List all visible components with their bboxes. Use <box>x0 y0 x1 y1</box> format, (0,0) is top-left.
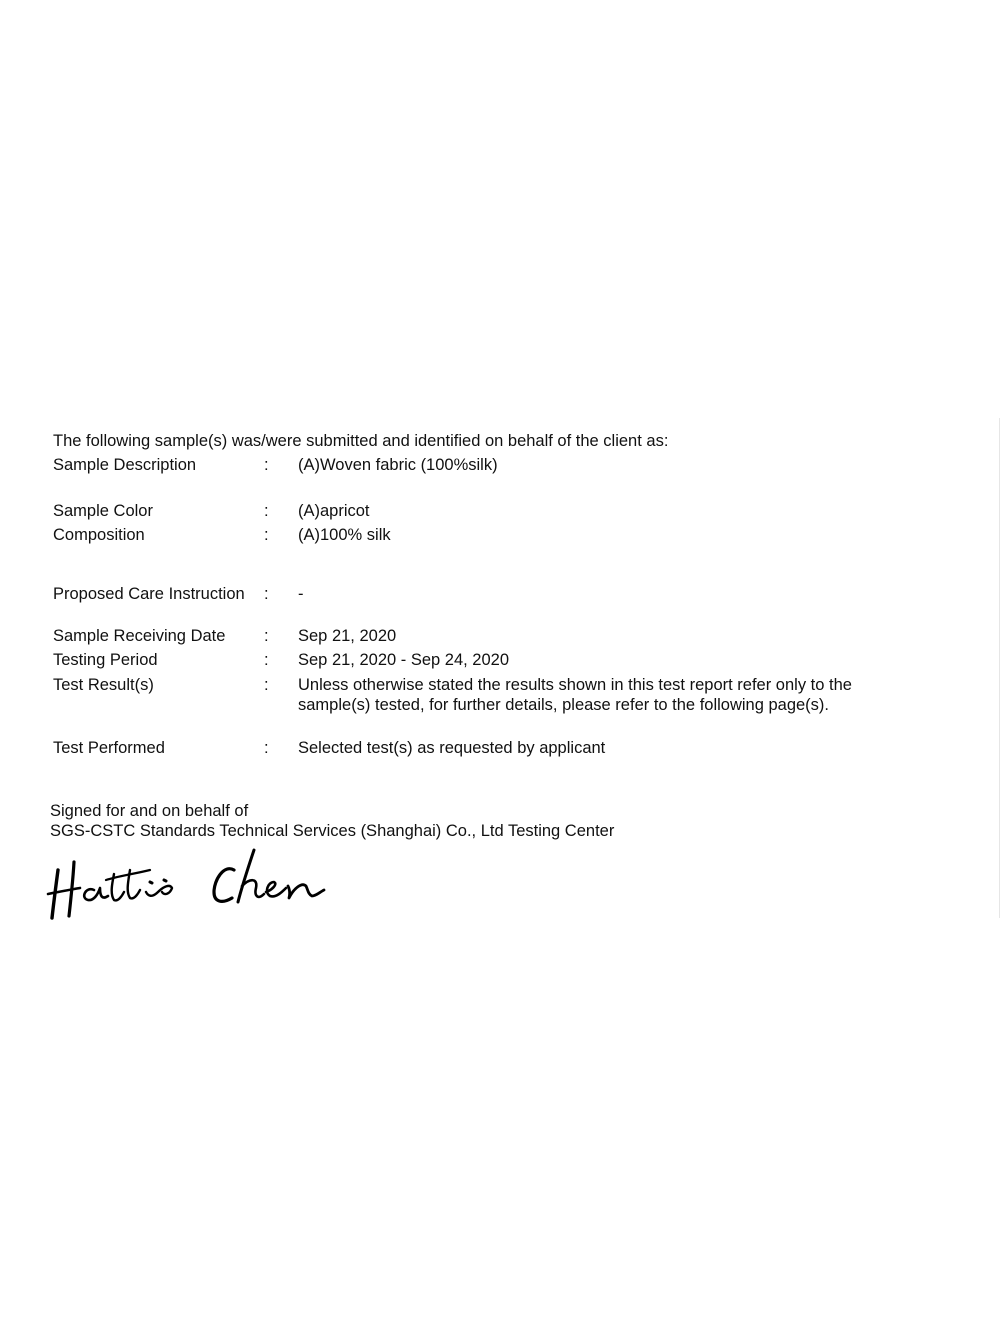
intro-statement: The following sample(s) was/were submitted and identified on behalf of the client as: <box>53 432 669 450</box>
signoff-company: SGS-CSTC Standards Technical Services (Shanghai) Co., Ltd Testing Center <box>50 822 615 840</box>
field-value: Sep 21, 2020 <box>298 627 397 645</box>
field-value: Sep 21, 2020 - Sep 24, 2020 <box>298 651 510 669</box>
field-colon: : <box>264 456 269 474</box>
field-label: Sample Color <box>53 502 153 520</box>
field-label: Test Performed <box>53 739 165 757</box>
field-value: Selected test(s) as requested by applicant <box>298 739 606 757</box>
field-label: Testing Period <box>53 651 158 669</box>
handwritten-signature <box>46 840 336 925</box>
field-colon: : <box>264 676 269 694</box>
signoff-line-1: Signed for and on behalf of <box>50 802 249 820</box>
field-colon: : <box>264 585 269 603</box>
field-value: (A)apricot <box>298 502 370 520</box>
field-value: - <box>298 585 304 603</box>
field-colon: : <box>264 739 269 757</box>
field-label: Proposed Care Instruction <box>53 585 245 603</box>
field-label: Sample Description <box>53 456 197 474</box>
field-colon: : <box>264 526 269 544</box>
field-colon: : <box>264 651 269 669</box>
field-value: Unless otherwise stated the results shown in this test report refer only to the sample(s) tested, for further details, please refer to the following page(s). <box>298 676 852 714</box>
field-colon: : <box>264 627 269 645</box>
field-colon: : <box>264 502 269 520</box>
field-value: (A)Woven fabric (100%silk) <box>298 456 498 474</box>
field-label: Composition <box>53 526 145 544</box>
field-label: Sample Receiving Date <box>53 627 226 645</box>
field-value: (A)100% silk <box>298 526 391 544</box>
field-label: Test Result(s) <box>53 676 154 694</box>
signoff-block <box>50 801 614 841</box>
